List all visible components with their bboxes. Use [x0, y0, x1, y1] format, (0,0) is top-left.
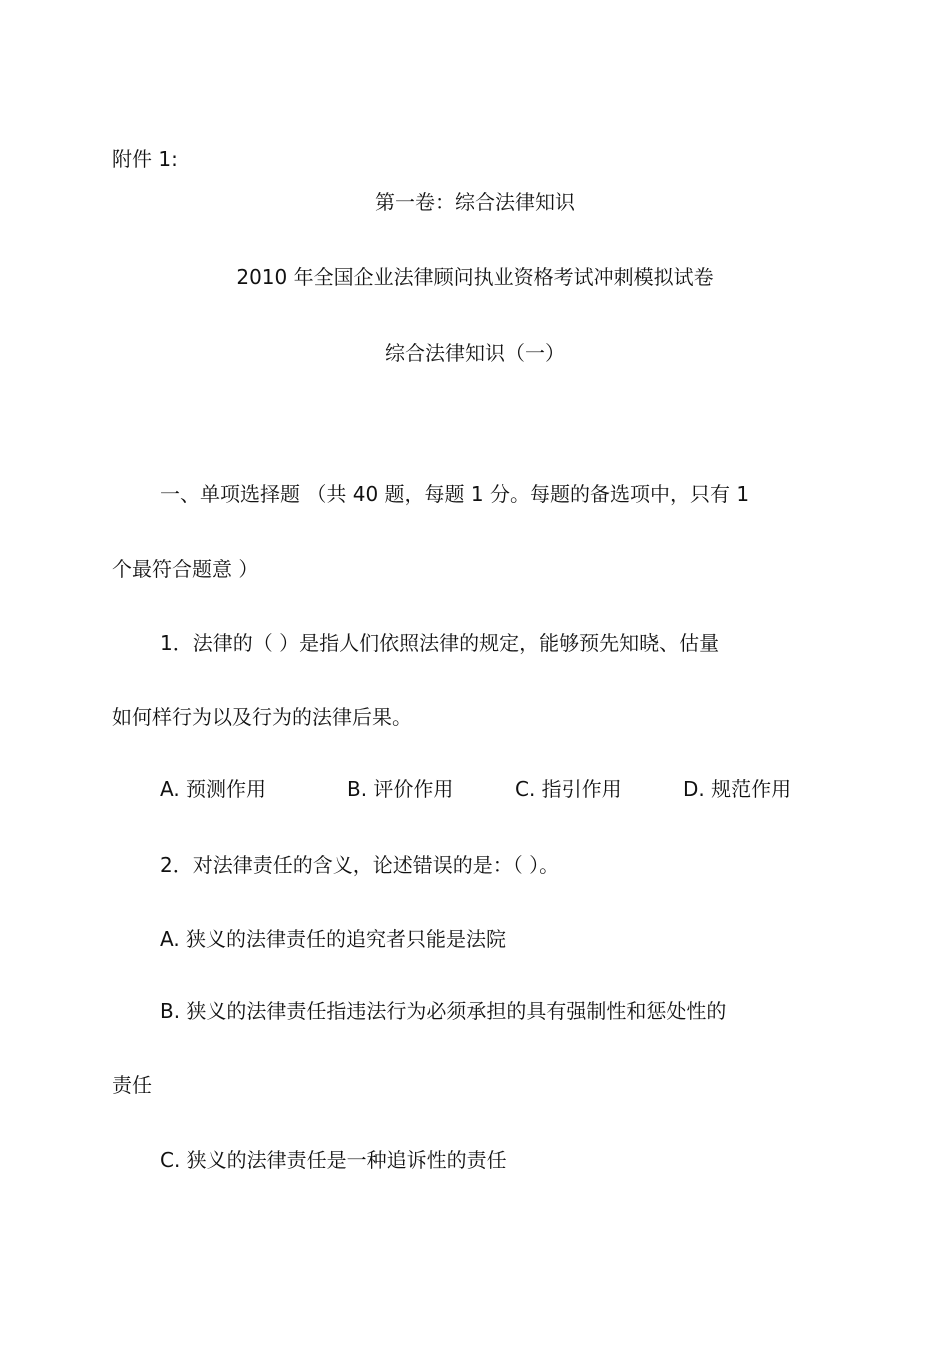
question-2-option-a: A. 狭义的法律责任的追究者只能是法院	[160, 927, 507, 951]
attachment-label: 附件 1:	[112, 147, 178, 171]
paper-title: 综合法律知识（一）	[385, 341, 565, 365]
section-intro-line1: 一、单项选择题 （共 40 题，每题 1 分。每题的备选项中，只有 1	[160, 482, 750, 506]
question-2-option-b-line1: B. 狭义的法律责任指违法行为必须承担的具有强制性和惩处性的	[160, 999, 727, 1023]
question-1-option-b: B. 评价作用	[347, 777, 454, 801]
question-1-stem-line1: 1．法律的（ ）是指人们依照法律的规定，能够预先知晓、估量	[160, 631, 720, 655]
question-2-stem: 2．对法律责任的含义，论述错误的是：（ ）。	[160, 853, 560, 877]
section-intro-line2: 个最符合题意 ）	[112, 557, 259, 581]
question-1-option-d: D. 规范作用	[683, 777, 792, 801]
question-1-stem-line2: 如何样行为以及行为的法律后果。	[112, 705, 412, 729]
question-1-option-c: C. 指引作用	[515, 777, 622, 801]
question-2-option-c: C. 狭义的法律责任是一种追诉性的责任	[160, 1148, 507, 1172]
volume-title: 第一卷：综合法律知识	[375, 190, 575, 214]
exam-title: 2010 年全国企业法律顾问执业资格考试冲刺模拟试卷	[236, 265, 714, 289]
question-2-option-b-line2: 责任	[112, 1073, 152, 1097]
question-1-option-a: A. 预测作用	[160, 777, 267, 801]
